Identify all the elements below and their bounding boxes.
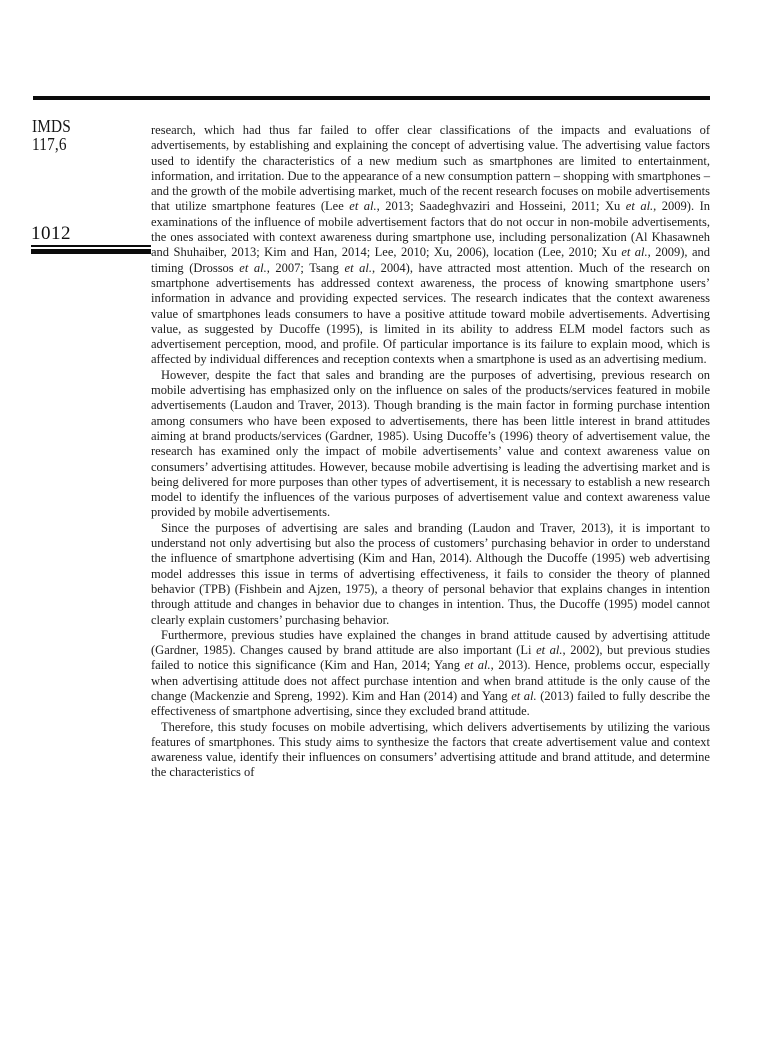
page-number-block (31, 224, 151, 254)
citation-et-al: et al. (344, 260, 372, 275)
paragraph (151, 628, 710, 720)
citation-et-al: et al. (536, 643, 563, 658)
paragraph-text: , 2013; Saadeghvaziri and Hosseini, 2011; Xu (376, 199, 626, 214)
paragraph (151, 368, 710, 521)
paragraph (151, 123, 710, 368)
paragraph-text: , 2009), and timing (Drossos (151, 245, 710, 275)
paragraph-text: , 2009). In examinations of the influence of mobile advertisement factors that do not occur in non-mobile advertisements, the ones associated with context awareness during smartphone use, including personalization (Al Khasawneh and Shuhaiber, 2013; Kim and Han, 2014; Lee, 2010; Xu, 2006), location (Lee, 2010; Xu (151, 199, 711, 260)
paragraph-text: , 2004), have attracted most attention. Much of the research on smartphone advertisements has addressed context awareness, the process of knowing smartphone users’ information in advance and providing expected services. The research indicates that the context awareness value of smartphones leads consumers to have a positive attitude toward mobile advertisements. Advertising value, as suggested by Ducoffe (1995), is limited in its ability to address ELM model factors such as advertisement perception, mood, and profile. Of particular importance is its failure to explain mood, which is affected by individual differences and reception contexts when a smartphone is used as an advertising medium. (151, 260, 710, 367)
citation-et-al: et al. (625, 199, 654, 214)
citation-et-al: et al. (511, 688, 537, 703)
citation-et-al: et al. (621, 245, 648, 260)
paragraph-text: Furthermore, previous studies have explained the changes in brand attitude caused by advertising attitude (Gardner, 1985). Changes caused by brand attitude are also important (Li (151, 627, 710, 658)
journal-abbrev: IMDS (32, 116, 71, 136)
journal-issue: 117,6 (32, 133, 67, 154)
header-rule (33, 96, 710, 100)
paragraph (151, 720, 710, 781)
paragraph-text: , 2013). Hence, problems occur, especially when advertising attitude does not affect purchase intention and when brand attitude is the only cause of the change (Mackenzie and Spreng, 1992). Kim and Han (2014) and Yang (151, 658, 711, 703)
paragraph-text: Therefore, this study focuses on mobile advertising, which delivers advertisements by utilizing the various features of smartphones. This study aims to synthesize the factors that create advertisement value and context awareness value, identify their influences on consumers’ advertising attitude and brand attitude, and determine the characteristics of (151, 719, 710, 780)
paragraph-text: , 2002), but previous studies failed to notice this significance (Kim and Han, 2014; Yang (151, 643, 710, 673)
page-number-rule-thin (31, 245, 151, 247)
page-number: 1012 (31, 223, 71, 244)
article-body (151, 123, 710, 781)
paragraph-text: Since the purposes of advertising are sales and branding (Laudon and Traver, 2013), it is important to understand not only advertising but also the process of customers’ purchasing behavior in order to understand the influence of smartphone advertising (Kim and Han, 2014). Although the Ducoffe (1995) web advertising model addresses this issue in terms of advertising effectiveness, it fails to consider the theory of planned behavior (TPB) (Fishbein and Ajzen, 1975), a theory of personal behavior that explains changes in intention through attitude and changes in behavior due to changes in intention. Thus, the Ducoffe (1995) model cannot clearly explain customers’ purchasing behavior. (151, 520, 710, 627)
paragraph-text: research, which had thus far failed to offer clear classifications of the impacts and evaluations of advertisements, by establishing and explaining the concept of advertising value. The advertising value factors used to identify the characteristics of a new medium such as smartphones are limited to entertainment, information, and irritation. Due to the appearance of a new consumption pattern – shopping with smartphones – and the growth of the mobile advertising market, much of the recent research focuses on mobile advertisements that utilize smartphone features (Lee (151, 123, 710, 214)
paragraph-text: (2013) failed to fully describe the effectiveness of smartphone advertising, since they excluded brand attitude. (151, 688, 711, 719)
paragraph (151, 521, 710, 628)
paragraph-text: However, despite the fact that sales and branding are the purposes of advertising, previous research on mobile advertising has emphasized only on the influence on sales of the products/services featured in mobile advertisements (Laudon and Traver, 2013). Though branding is the main factor in forming purchase intention among consumers who have been exposed to advertisements, there has been little interest in brand attitudes aiming at brand products/services (Gardner, 1985). Using Ducoffe’s (1996) theory of advertisement value, the research has examined only the impact of mobile advertisements’ value and context awareness value on consumers’ advertising attitudes. However, because mobile advertising is leading the advertising market and is being delivered for more purposes than other types of advertisement, it is necessary to establish a new research model to identify the influences of the various purposes of advertisement value and context awareness value provided by mobile advertisements. (151, 367, 710, 520)
paragraph-text: , 2007; Tsang (266, 260, 345, 275)
citation-et-al: et al. (349, 199, 377, 214)
masthead (32, 118, 71, 153)
page-number-rule-thick (31, 249, 151, 254)
citation-et-al: et al. (239, 260, 267, 275)
citation-et-al: et al. (464, 658, 491, 673)
